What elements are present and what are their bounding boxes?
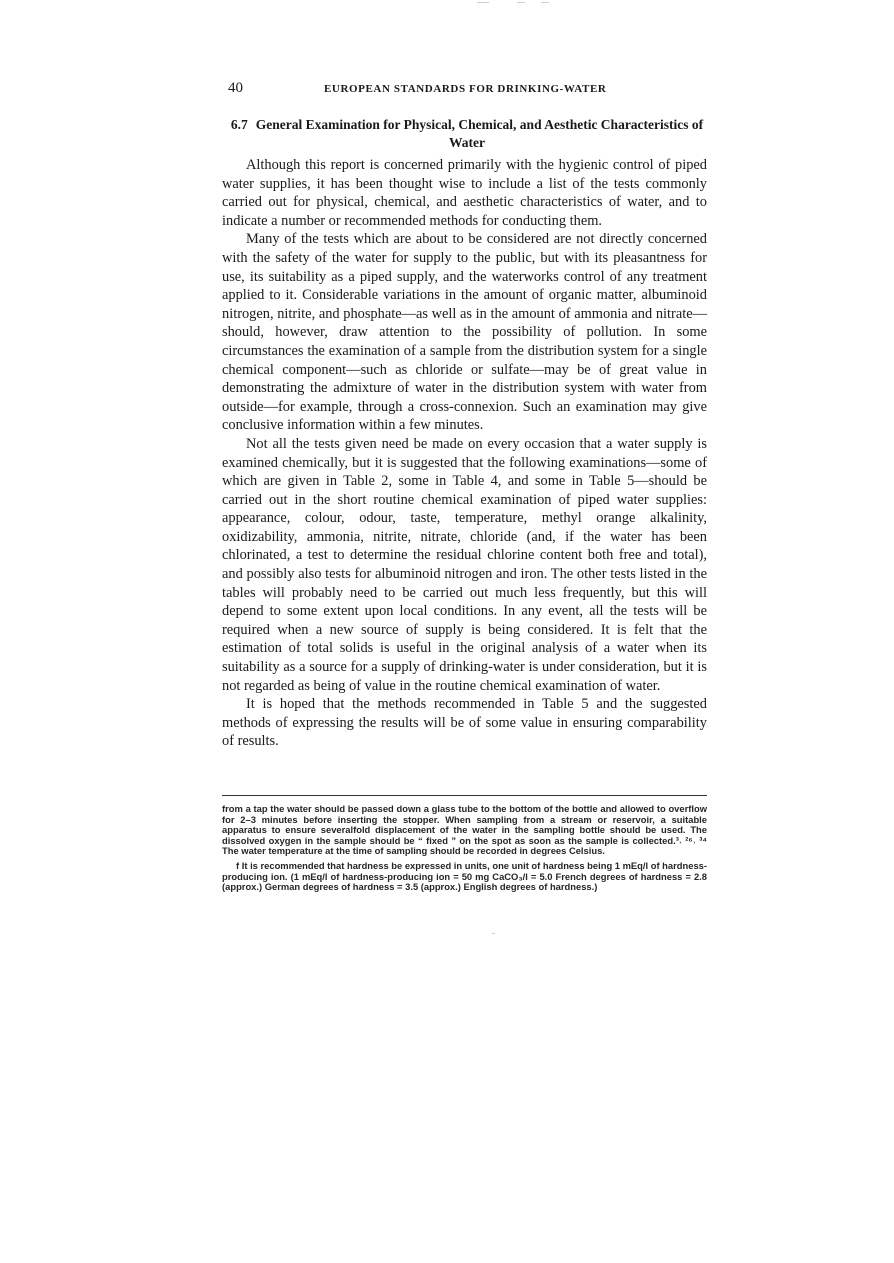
paragraph: It is hoped that the methods recommended in Table 5 and the suggested methods of expressing the results will be of some value in ensuring comparability of results. — [222, 696, 707, 750]
paragraph: Although this report is concerned primarily with the hygienic control of piped water supplies, it has been thought wise to include a list of the tests commonly carried out for physical, chemical, and aesthetic characteristics of water, and to indicate a number or recommended methods for conducting them. — [222, 157, 707, 229]
page-header — [228, 80, 706, 100]
footnotes — [222, 804, 707, 893]
body-text — [222, 156, 707, 751]
page-number: 40 — [228, 80, 243, 96]
section-number: 6.7 — [230, 117, 248, 132]
section-title: General Examination for Physical, Chemical, and Aesthetic Characteristics of Water — [255, 117, 704, 150]
paragraph: Not all the tests given need be made on every occasion that a water supply is examined chemically, but it is suggested that the following examinations—some of which are given in Table 2, some in Table 4, and some in Table 5—should be carried out in the short routine chemical examination of piped water supplies: appearance, colour, odour, taste, temperature, methyl orange alkalinity, oxidizability, ammonia, nitrite, nitrate, chloride (and, if the water has been chlorinated, a test to determine the residual chlorine content both free and total), and possibly also tests for albuminoid nitrogen and iron. The other tests listed in the tables will probably need to be carried out much less frequently, but this will depend to some extent upon local conditions. In any event, all the tests will be required when a new source of supply is being considered. It is felt that the estimation of total solids is useful in the original analysis of a water when its suitability as a source for a supply of drinking-water is under consideration, but it is not regarded as being of value in the routine chemical examination of water. — [222, 435, 707, 694]
footnote: f It is recommended that hardness be expressed in units, one unit of hardness being 1 mEq/l of hardness-producing ion. (1 mEq/l of hardness-producing ion = 50 mg CaCO₃/l = 5.0 French degrees of hardness = 2.8 (approx.) German degrees of hardness = 3.5 (approx.) English degrees of hardness.) — [222, 859, 707, 893]
scan-speck — [492, 933, 495, 934]
section-heading — [228, 116, 706, 152]
footnote-rule — [222, 795, 707, 796]
scan-speck — [541, 2, 549, 3]
scan-speck — [517, 2, 525, 3]
scan-speck — [477, 2, 489, 3]
paragraph: Many of the tests which are about to be considered are not directly concerned with the safety of the water for supply to the public, but with its pleasantness for use, its suitability as a piped supply, and the waterworks control of any treatment applied to it. Considerable variations in the amount of organic matter, albuminoid nitrogen, nitrite, and phosphate—as well as in the amount of ammonia and nitrate—should, however, draw attention to the possibility of pollution. In some circumstances the examination of a sample from the distribution system for a single chemical component—such as chloride or sulfate—may be of great value in demonstrating the admixture of water in the distribution system with water from outside—for example, through a cross-connexion. Such an examination may give conclusive information within a few minutes. — [222, 231, 707, 434]
running-head: EUROPEAN STANDARDS FOR DRINKING-WATER — [324, 83, 607, 95]
footnote: from a tap the water should be passed down a glass tube to the bottom of the bottle and allowed to overflow for 2–3 minutes before inserting the stopper. When sampling from a stream or reservoir, a suitable apparatus to ensure severalfold displacement of the water in the sampling bottle should be used. The dissolved oxygen in the sample should be “ fixed ” on the spot as soon as the sample is collected.³˒ ²⁶˒ ³⁴ The water temperature at the time of sampling should be recorded in degrees Celsius. — [222, 803, 707, 857]
